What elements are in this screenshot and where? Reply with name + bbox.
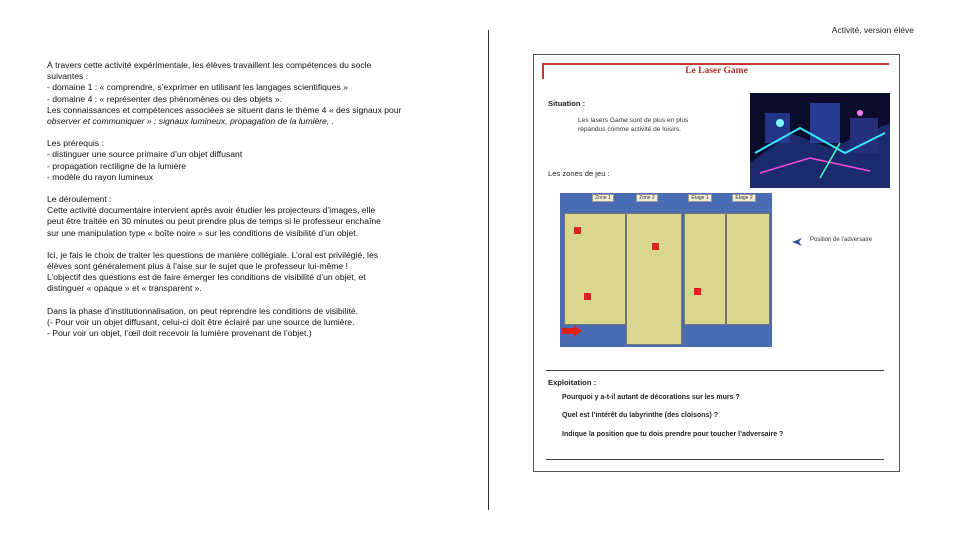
etage-2-area <box>726 213 770 325</box>
etage-1-tag: Étage 1 <box>688 194 712 202</box>
question-1: Pourquoi y a-t-il autant de décorations sur les murs ? <box>562 394 740 401</box>
divider-line <box>546 459 884 460</box>
situation-label: Situation : <box>548 99 586 108</box>
target-marker <box>652 243 659 250</box>
target-marker <box>584 293 591 300</box>
paragraph-prerequisites: Les prérequis : - distinguer une source primaire d’un objet diffusant - propagation rectiligne de la lumière - modèle du rayon lumineux <box>47 138 243 182</box>
entry-arrow-icon <box>562 325 584 337</box>
laser-game-photo <box>750 93 890 188</box>
worksheet-title: Le Laser Game <box>685 66 748 76</box>
worksheet-title-bar <box>542 63 889 79</box>
teacher-notes <box>47 60 462 350</box>
opponent-arrow-icon <box>792 238 806 246</box>
zone-2-tag: Zone 2 <box>636 194 658 202</box>
target-marker <box>574 227 581 234</box>
paragraph-institution: Dans la phase d’institutionnalisation, on peut reprendre les conditions de visibilité. (- Pour voir un objet diffusant, celui-ci doit être éclairé par une source de lumière. - Pour voir un objet, l’œil doit recevoir la lumière provenant de l’objet.) <box>47 305 358 339</box>
divider-line <box>546 370 884 371</box>
exploitation-label: Exploitation : <box>548 378 597 387</box>
paragraph-choice: Ici, je fais le choix de traiter les questions de manière collégiale. L’oral est privilégié, les élèves sont généralement plus à l’aise sur le sujet que le professeur lui-même ! L’objectif des questions est de faire émerger les conditions de visibilité d’un objet, et distinguer « opaque » et « transparent ». <box>47 249 379 294</box>
target-marker <box>694 288 701 295</box>
question-2: Quel est l’intérêt du labyrinthe (des cloisons) ? <box>562 412 718 419</box>
etage-1-area <box>684 213 726 325</box>
document-version-label: Activité, version élève <box>831 25 914 35</box>
situation-text: Les lasers Game sont de plus en plus répandus comme activité de loisirs. <box>578 117 689 133</box>
question-3: Indique la position que tu dois prendre pour toucher l’adversaire ? <box>562 431 784 438</box>
etage-2-tag: Étage 2 <box>732 194 756 202</box>
zone-1-tag: Zone 1 <box>592 194 614 202</box>
zones-label: Les zones de jeu : <box>548 169 610 178</box>
zone-2-area <box>626 213 682 345</box>
column-divider <box>488 30 489 510</box>
student-worksheet <box>533 54 900 472</box>
paragraph-competences: À travers cette activité expérimentale, les élèves travaillent les compétences du socle suivantes : - domaine 1 : « comprendre, s’exprimer en utilisant les langages scientifiques » - domaine 4 : « représenter des phénomènes ou des objets ». Les connaissances et compétences associées se situent dans le thème 4 « des signaux pour observer et communiquer » : signaux lumineux, propagation de la lumière, . <box>47 60 402 127</box>
game-zones-map <box>560 193 772 347</box>
paragraph-deroulement: Le déroulement : Cette activité documentaire intervient après avoir étudier les projecteurs d’images, elle peut être traitée en 30 minutes ou peut prendre plus de temps si le professeur enchaîne sur une manipulation type « boîte noire » sur les conditions de visibilité d’un objet. <box>47 194 381 238</box>
opponent-legend: Position de l’adversaire <box>810 237 873 243</box>
